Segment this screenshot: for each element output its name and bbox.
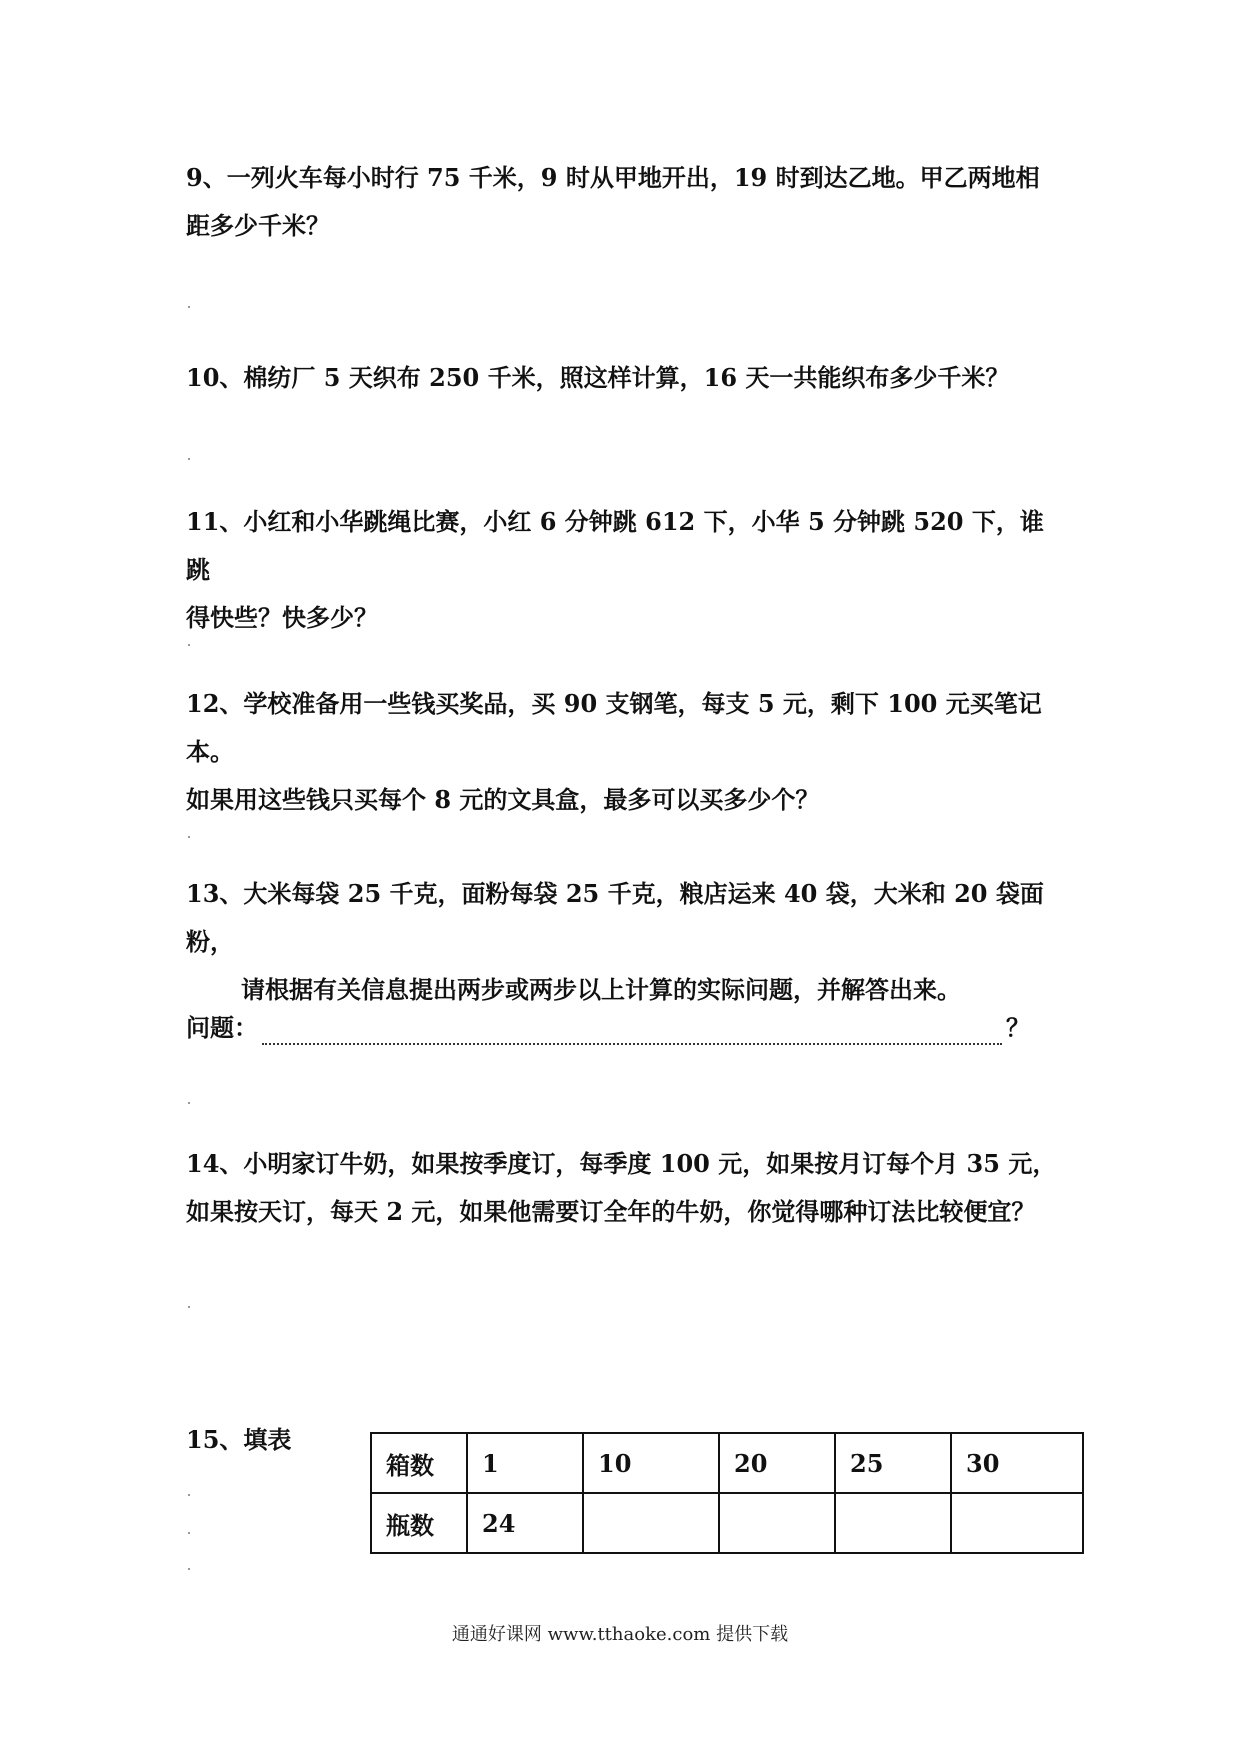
question-11-line-1: 11、小红和小华跳绳比赛，小红 6 分钟跳 612 下，小华 5 分钟跳 520 下，谁跳 xyxy=(186,507,1044,584)
question-12-line-2: 如果用这些钱只买每个 8 元的文具盒，最多可以买多少个？ xyxy=(186,785,820,814)
table-cell: 30 xyxy=(951,1433,1083,1493)
scan-speck xyxy=(188,644,190,646)
question-11 xyxy=(186,498,1066,642)
table-cell: 瓶数 xyxy=(371,1493,467,1553)
question-13-answer-label: 问题： xyxy=(186,1013,258,1042)
question-9-line-2: 距多少千米？ xyxy=(186,211,330,240)
question-10 xyxy=(186,354,1066,402)
question-13-answer-row xyxy=(186,1008,1066,1048)
question-11-line-2: 得快些？快多少？ xyxy=(186,603,378,632)
question-9 xyxy=(186,154,1066,250)
footer: 通通好课网 www.tthaoke.com 提供下载 xyxy=(451,1624,789,1645)
question-12 xyxy=(186,680,1066,824)
scan-speck xyxy=(188,1102,190,1104)
question-13-line-1: 13、大米每袋 25 千克，面粉每袋 25 千克，粮店运来 40 袋，大米和 20 袋面粉， xyxy=(186,879,1044,956)
question-12-line-1: 12、学校准备用一些钱买奖品，买 90 支钢笔，每支 5 元，剩下 100 元买笔记本。 xyxy=(186,689,1042,766)
question-13-answer-end: ？ xyxy=(1006,1013,1030,1042)
question-13-answer-blank[interactable] xyxy=(262,1015,1002,1045)
table-cell: 25 xyxy=(835,1433,951,1493)
table-cell: 24 xyxy=(467,1493,583,1553)
scan-speck xyxy=(188,836,190,838)
table-row xyxy=(371,1493,1083,1553)
table-cell-blank[interactable] xyxy=(583,1493,719,1553)
question-14-line-2: 如果按天订，每天 2 元，如果他需要订全年的牛奶，你觉得哪种订法比较便宜？ xyxy=(186,1197,1036,1226)
table-row xyxy=(371,1433,1083,1493)
table-cell-blank[interactable] xyxy=(951,1493,1083,1553)
question-15-label: 15、填表 xyxy=(186,1425,292,1454)
table-cell: 10 xyxy=(583,1433,719,1493)
fill-table xyxy=(370,1432,1084,1554)
question-13-line-2: 请根据有关信息提出两步或两步以上计算的实际问题，并解答出来。 xyxy=(241,975,961,1004)
table-cell: 1 xyxy=(467,1433,583,1493)
scan-speck xyxy=(188,458,190,460)
scan-speck xyxy=(188,1306,190,1308)
question-10-line-1: 10、棉纺厂 5 天织布 250 千米，照这样计算，16 天一共能织布多少千米？ xyxy=(186,363,1010,392)
table-cell-blank[interactable] xyxy=(835,1493,951,1553)
table-cell: 箱数 xyxy=(371,1433,467,1493)
table-cell-blank[interactable] xyxy=(719,1493,835,1553)
question-9-line-1: 9、一列火车每小时行 75 千米，9 时从甲地开出，19 时到达乙地。甲乙两地相 xyxy=(186,163,1040,192)
scan-speck xyxy=(188,1568,190,1570)
scan-speck xyxy=(188,306,190,308)
scan-speck xyxy=(188,1532,190,1534)
scan-speck xyxy=(188,1494,190,1496)
table-cell: 20 xyxy=(719,1433,835,1493)
question-13 xyxy=(186,870,1066,1014)
question-14-line-1: 14、小明家订牛奶，如果按季度订，每季度 100 元，如果按月订每个月 35 元， xyxy=(186,1149,1057,1178)
question-14 xyxy=(186,1140,1066,1236)
